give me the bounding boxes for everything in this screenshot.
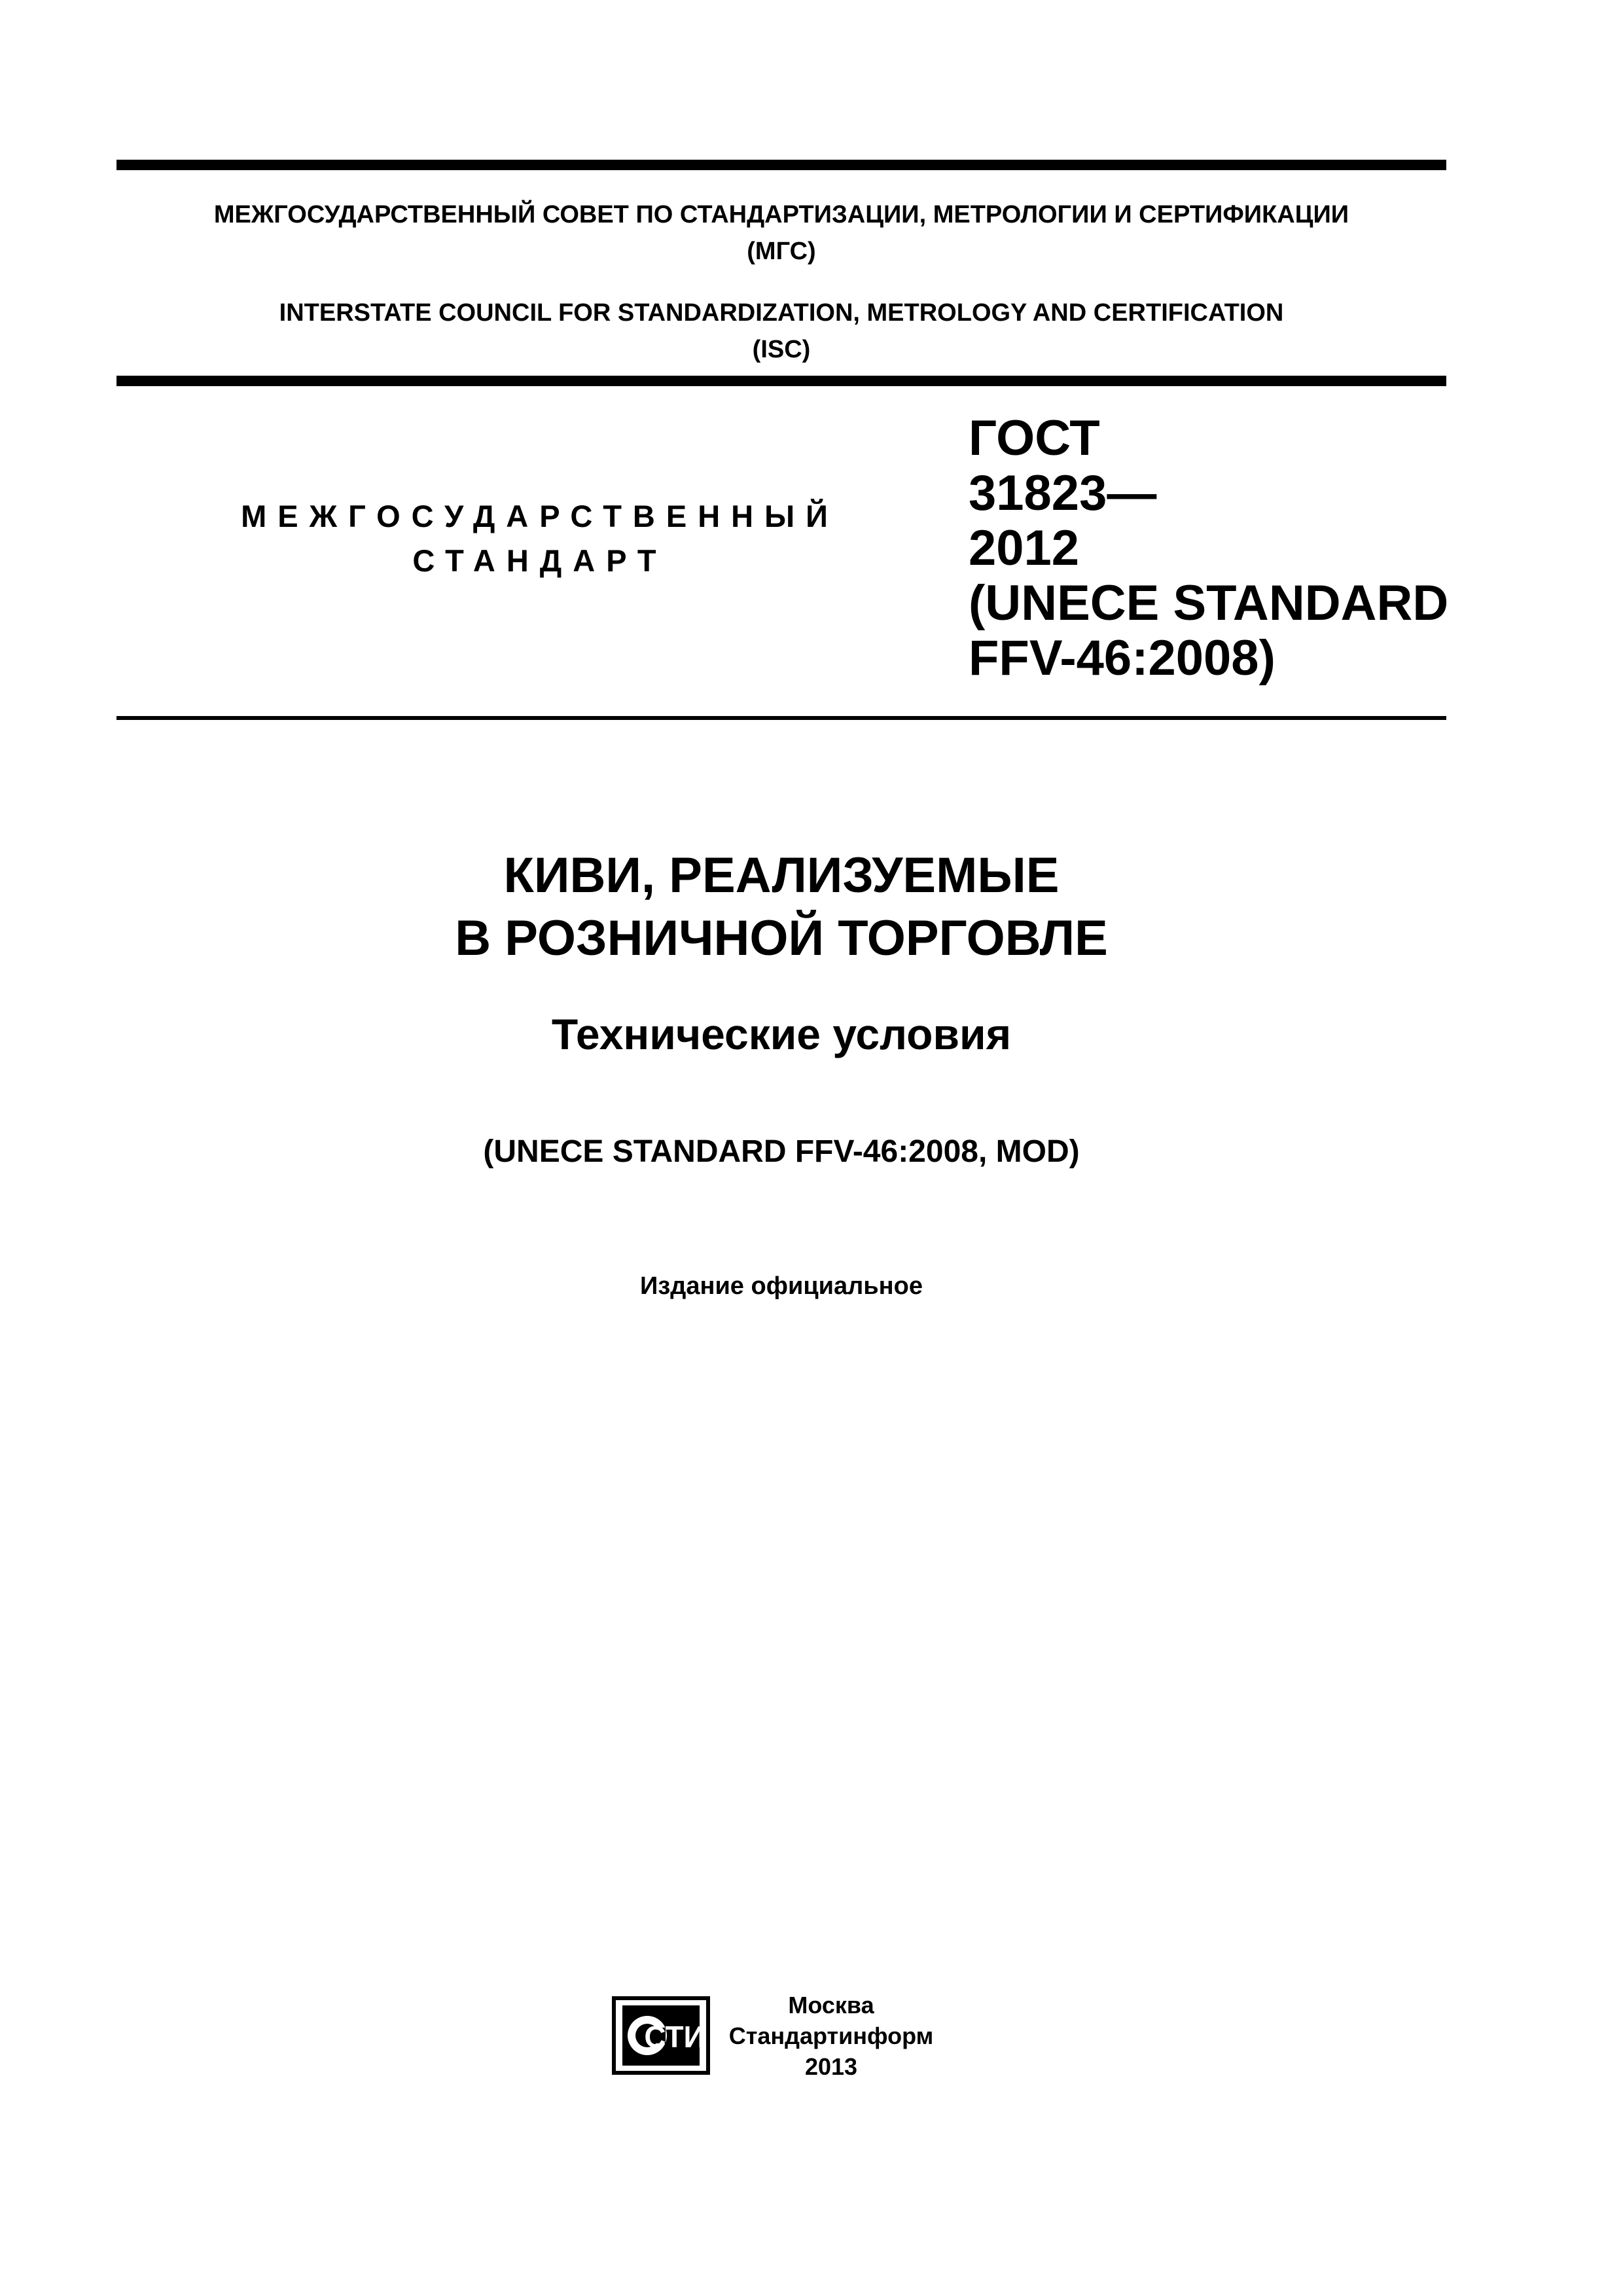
publisher-city: Москва bbox=[788, 1992, 874, 2018]
document-title bbox=[116, 844, 1446, 970]
logo-lettering: СТИ bbox=[644, 2020, 705, 2054]
edition-note: Издание официальное bbox=[640, 1272, 923, 1300]
standard-code-line2: 31823— bbox=[969, 465, 1157, 521]
bottom-rule bbox=[116, 716, 1446, 720]
publisher-name: Стандартинформ bbox=[728, 2022, 934, 2049]
council-abbr-ru: (МГС) bbox=[747, 238, 816, 265]
council-name-en bbox=[116, 295, 1446, 368]
standard-label-line1: МЕЖГОСУДАРСТВЕННЫЙ bbox=[241, 499, 839, 533]
council-name-ru-text: МЕЖГОСУДАРСТВЕННЫЙ СОВЕТ ПО СТАНДАРТИЗАЦИИ, МЕТРОЛОГИИ И СЕРТИФИКАЦИИ bbox=[213, 201, 1349, 228]
council-name-ru bbox=[116, 196, 1446, 270]
council-abbr-en: (ISC) bbox=[752, 336, 811, 363]
standard-code-line5: FFV-46:2008) bbox=[969, 630, 1275, 686]
standard-code-line3: 2012 bbox=[969, 520, 1080, 576]
standard-code bbox=[969, 411, 1453, 686]
standard-label-line2: СТАНДАРТ bbox=[412, 543, 668, 578]
middle-rule bbox=[116, 376, 1446, 386]
unece-reference: (UNECE STANDARD FFV-46:2008, MOD) bbox=[483, 1134, 1080, 1169]
top-rule bbox=[116, 160, 1446, 170]
publisher-year: 2013 bbox=[804, 2053, 858, 2080]
document-title-line1: КИВИ, РЕАЛИЗУЕМЫЕ bbox=[503, 848, 1060, 903]
standard-label bbox=[196, 494, 883, 583]
standard-code-line4: (UNECE STANDARD bbox=[969, 575, 1449, 631]
document-subtitle: Технические условия bbox=[551, 1010, 1012, 1058]
publisher-info bbox=[720, 1990, 942, 2082]
document-title-line2: В РОЗНИЧНОЙ ТОРГОВЛЕ bbox=[455, 910, 1108, 966]
council-name-en-text: INTERSTATE COUNCIL FOR STANDARDIZATION, METROLOGY AND CERTIFICATION bbox=[279, 299, 1284, 327]
standartinform-logo-icon bbox=[612, 1996, 710, 2075]
standard-code-line1: ГОСТ bbox=[969, 410, 1100, 466]
